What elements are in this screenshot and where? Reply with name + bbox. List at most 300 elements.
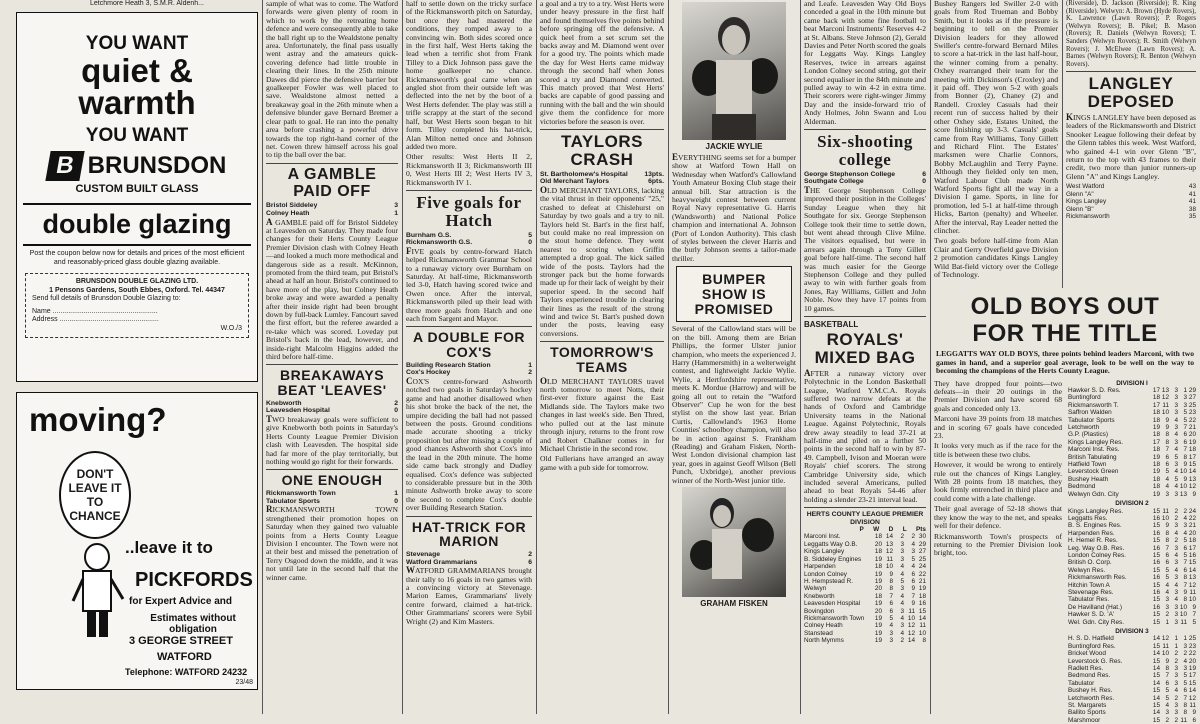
table-number-cell: 19 [918, 585, 926, 593]
table-number-cell: 13 [1161, 387, 1169, 394]
table-number-cell: 11 [886, 555, 893, 563]
table-number-cell: 8 [1165, 438, 1169, 446]
table-team-cell: Rickmansworth T. [1068, 401, 1119, 409]
boxing-intro-text: EVERYTHING seems set for a bumper show at Watford Town Hall on Wednesday when Watford's Callowland Youth Amateur Boxing Club stage their annual bill. Star attraction is the heavyweight contest between current Royal Navy representative G. Harris (Wandsworth) and National Police champion and international A. Johnson (Port of London Authority). This clash of styles between the clever Harris and the burly Johnson seems a tailor-made thriller. [672, 152, 796, 263]
table-number-cell: 1 [1183, 635, 1187, 643]
table-number-cell: 17 [1152, 401, 1160, 409]
table-number-cell: 3 [1165, 603, 1169, 611]
ad-leave-it: ..leave it to [125, 538, 213, 557]
table-number-cell: 10 [1179, 611, 1187, 619]
removal-man-illustration [69, 541, 129, 641]
table-row [1068, 537, 1196, 544]
table-team-cell: Rickmansworth Town [804, 614, 865, 622]
table-team-cell: H. S. D. Hatfield [1068, 635, 1114, 643]
table-number-cell: 8 [922, 637, 926, 645]
table-number-cell: 2 [1174, 537, 1178, 545]
table-team-cell: Leverstock G. Res. [1068, 657, 1123, 665]
table-number-cell: 3 [900, 548, 904, 556]
table-number-cell: 11 [919, 622, 926, 630]
result-row: Southgate College 0 [804, 178, 926, 186]
table-number-cell: 14 [1152, 635, 1160, 643]
boxer-photo-fisken [682, 487, 786, 597]
table-number-cell: 30 [918, 533, 926, 541]
match-report-text: sample of what was to come. The Watford forwards were given plenty of room in which to work by the retreating home defence and were consequently able to take the ball right up to the Wealdstone penalty area. Unfortunately, the final pass usually went astray and the amateurs quick-covering defence had little trouble in clearing their lines. In the 25th minute Dawes did pierce the defensive barrier but goalkeeper Fowler was well placed to save. Wealdstone almost netted a breakaway goal in the 26th minute when a defensive blunder gave Bernard Bremer a clear path to goal. He ran into the penalty area before crashing a powerful drive towards the top right-hand corner of the net. Cowen threw himself across his goal to tip the ball over the bar. [266, 0, 398, 160]
table-number-cell: 15 [1152, 702, 1160, 710]
table-team-cell: Buntingford Res. [1068, 642, 1116, 650]
table-row [1068, 650, 1196, 657]
table-number-cell: 25 [1188, 635, 1196, 643]
table-number-cell: 8 [1183, 702, 1187, 710]
table-number-cell: 5 [1183, 409, 1187, 417]
table-number-cell: 2 [1174, 694, 1178, 702]
table-team-cell: Kings Langley Res. [1068, 507, 1124, 515]
ad-headline-1: YOU WANT [85, 33, 189, 54]
table-number-cell: 15 [1188, 679, 1196, 687]
table-number-cell: 4 [900, 570, 904, 578]
gamble-headline: A GAMBLE PAID OFF [287, 165, 377, 200]
table-row [1068, 431, 1196, 438]
six-shooting-headline: Six-shooting college [817, 132, 913, 169]
brand-name: BRUNSDON [87, 152, 227, 179]
table-number-cell: 5 [1183, 416, 1187, 424]
table-number-cell: 15 [1188, 461, 1196, 469]
table-team-cell: London Colney Res. [1068, 551, 1126, 559]
table-team-cell: Tabulator [1068, 679, 1095, 687]
five-goals-text: FIVE goals by centre-forward Hatch helped Rickmansworth Grammar School to a runaway victory over Burnham on Saturday. At half-time, Rickmansworth led 3-0, Hatch having scored twice and Owen once. After the interval, Rickmansworth piled up their lead with three more goals from Hatch and one each from Sargent and Mayor. [406, 245, 532, 324]
table-number-cell: 4 [1174, 687, 1178, 695]
table-number-cell: 7 [1165, 544, 1169, 552]
table-number-cell: 4 [1174, 596, 1178, 604]
table-number-cell: 6 [911, 570, 915, 578]
table-number-cell: 4 [1165, 483, 1169, 491]
coupon-box [25, 273, 249, 338]
old-boys-para: Their goal average of 52-18 shows that they know the way to the net, and speaks well for their defence. [934, 504, 1062, 531]
table-number-cell: 5 [1165, 566, 1169, 574]
table-number-cell: 13 [1188, 475, 1196, 483]
table-team-cell: Bushey Heath [1068, 475, 1109, 483]
table-number-cell: 4 [1174, 529, 1178, 537]
table-number-cell: 14 [1188, 468, 1196, 476]
table-number-cell: 5 [1183, 679, 1187, 687]
table-number-cell: 3 [1174, 438, 1178, 446]
other-results: Other results: West Herts II 2, Rickmansworth II 3; Rickmansworth III 0, West Herts III 2; West Herts IV 3, Rickmansworth IV 1. [406, 152, 532, 187]
sunday-football-text: Bushey Rangers led Swiller 2-0 with goals from Rod Trueman and Bobby Smith, but it looks as if the pressure is beginning to tell on the Premier Division leaders for they allowed Swiller's centre-forward Bernard Miles to score a hat-trick in the last half-hour, the winner coming from a penalty. Oxhey rearranged their team for the meeting with Dickinson's (Croxley) and it paid off. They won 5-2 with goals from Bonner (2), Chaney (2) and Randell. Croxley Casuals had their recent run of success halted by their other Oxhey side, Estates United, the score finishing up 3-3. Casuals' goals came from Ray Williams, Tony Gillett and Richard Flint. The Estates' marksmen were Charlie Connors, Bobby McLaughlin and Terry Payne. Although they fielded only ten men, Watford Labour Club made North Watford Sports fight all the way in a Division I game. Sports, in line for promotion, led 5-1 at half-time through Hicks, Barton (penalty) and Wheeler. After the interval, Ray Leader netted the clincher. [934, 0, 1058, 235]
pickfords-town: WATFORD [157, 651, 212, 663]
table-row [804, 556, 926, 563]
table-team-cell: Stevenage Res. [1068, 588, 1114, 596]
table-number-cell: 2 [900, 637, 904, 645]
result-row: Rickmansworth G.S. 0 [406, 239, 532, 247]
table-team-cell: Tabulator Res. [1068, 596, 1110, 604]
table-row [1068, 687, 1196, 694]
table-number-cell: 2 [1174, 514, 1178, 522]
table-number-cell: 3 [900, 540, 904, 548]
one-enough-text: RICKMANSWORTH TOWN strengthened their promotion hopes on Saturday when they gained two valuable points from a Herts County League Division I encounter. The Town were not at their best and missed the penetration of Terry Osgood down the middle, and it was not until late in the second half that the winner came. [266, 504, 398, 582]
table-number-cell: 17 [1188, 672, 1196, 680]
table-number-cell: 3 [1165, 490, 1169, 498]
table-number-cell: 3 [1165, 709, 1169, 717]
table-row [1068, 468, 1196, 475]
table-number-cell: 1 [1165, 618, 1169, 626]
coupon-intro: Post the coupon below now for details and prices of the most efficient and reasonably-priced glass double glazing available. [29, 250, 245, 266]
table-number-cell: 4 [889, 622, 893, 630]
table-team-cell: De Havilland (Hat.) [1068, 603, 1122, 611]
table-number-cell: 20 [874, 607, 882, 615]
table-number-cell: 8 [1183, 453, 1187, 461]
table-row [1066, 213, 1196, 220]
table-number-cell: 3 [1174, 544, 1178, 552]
table-number-cell: 3 [900, 585, 904, 593]
table-number-cell: 4 [1183, 514, 1187, 522]
table-number-cell: 4 [1183, 657, 1187, 665]
table-row [1068, 619, 1196, 626]
table-number-cell: 11 [1162, 507, 1169, 515]
table-number-cell: 19 [1152, 490, 1160, 498]
table-number-cell: 4 [1165, 475, 1169, 483]
table-number-cell: 4 [911, 540, 915, 548]
table-number-cell: 4 [1174, 483, 1178, 491]
table-number-cell: 22 [1188, 514, 1196, 522]
old-boys-para: It looks very much as if the race for the title is between these two clubs. [934, 441, 1062, 459]
table-number-cell: 23 [1188, 642, 1196, 650]
table-number-cell: 18 [874, 563, 882, 571]
table-number-cell: 3 [1174, 665, 1178, 673]
table-team-cell: Knebworth [804, 592, 835, 600]
rugby-report-text: a goal and a try to a try. West Herts were under heavy pressure in the first half and found themselves five points behind before springing off the defensive. A quick heel from a set scrum set the backs away and M. Diamond went over for a good try. The points which made the day for West Herts came midway through the second half when Jones scored a try and Diamond converted. This match proved that West Herts' backs are capable of good passing and running with the ball and the win should give them the confidence for more victories before the season is over. [540, 0, 664, 126]
table-number-cell: 3 [889, 629, 893, 637]
table-number-cell: 4 [1165, 581, 1169, 589]
table-number-cell: 20 [1188, 657, 1196, 665]
table-number-cell: 3 [1174, 424, 1178, 432]
table-number-cell: 5 [911, 555, 915, 563]
table-number-cell: 7 [911, 592, 915, 600]
table-row [1068, 574, 1196, 581]
premier-division-table [804, 511, 926, 644]
table-team-cell: Wel. Gdn. City Res. [1068, 618, 1124, 626]
table-number-cell: 27 [918, 548, 926, 556]
table-team-cell: Rickmansworth [1066, 212, 1110, 220]
table-number-cell: 9 [1183, 475, 1187, 483]
table-team-cell: B. Siddeley Engines [804, 555, 862, 563]
old-boys-headline-1: OLD BOYS OUT [970, 293, 1160, 320]
table-number-cell: 6 [889, 607, 893, 615]
table-number-cell: 3 [911, 548, 915, 556]
table-number-cell: 3 [1174, 522, 1178, 530]
table-number-cell: 22 [1188, 650, 1196, 658]
table-row [1068, 702, 1196, 709]
table-number-cell: 18 [874, 533, 882, 541]
table-number-cell: 9 [1192, 603, 1196, 611]
table-number-cell: 9 [911, 600, 915, 608]
table-number-cell: 7 [1183, 424, 1187, 432]
table-number-cell: 14 [1152, 709, 1160, 717]
table-row [1068, 635, 1196, 642]
table-team-cell: British O. Corp. [1068, 559, 1112, 567]
premier-table-title: HERTS COUNTY LEAGUE PREMIER DIVISION [806, 511, 924, 526]
table-row [804, 593, 926, 600]
basketball-section-label: BASKETBALL [804, 320, 859, 330]
coupon-send-line: Send full details of Brunsdon Double Glazing to: [32, 295, 181, 302]
table-number-cell: 4 [1165, 588, 1169, 596]
column-2 [266, 0, 398, 714]
table-number-cell: 10 [1179, 603, 1187, 611]
result-row: Leavesden Hospital 0 [266, 407, 398, 415]
table-team-cell: North Mymms [804, 637, 844, 645]
table-team-cell: Bricket Wood [1068, 650, 1106, 658]
table-row [1068, 680, 1196, 687]
table-number-cell: 5 [889, 614, 893, 622]
table-number-cell: 4 [1174, 581, 1178, 589]
result-row: Cox's Hockey 2 [406, 369, 532, 377]
table-number-cell: 3 [1174, 401, 1178, 409]
table-number-cell: 22 [918, 570, 926, 578]
league-tables-column [1068, 380, 1196, 724]
table-team-cell: Saffron Walden [1068, 409, 1112, 417]
table-number-cell: 14 [1152, 694, 1160, 702]
table-team-cell: Bedmond Res. [1068, 672, 1111, 680]
table-row [804, 637, 926, 644]
table-row [1068, 515, 1196, 522]
table-number-cell: 3 [1183, 394, 1187, 402]
result-row: Bristol Siddeley 3 [266, 202, 398, 210]
table-number-cell: 15 [1152, 551, 1160, 559]
old-boys-para: Marconi have 39 points from 18 matches and in scoring 67 goals have conceded 23. [934, 414, 1062, 441]
table-number-cell: 8 [1165, 537, 1169, 545]
table-team-cell: Glenn "A" [1066, 190, 1094, 198]
table-number-cell: 14 [1152, 679, 1160, 687]
table-row [1068, 545, 1196, 552]
table-team-cell: Hawker S. D. 'A' [1068, 611, 1115, 619]
table-number-cell: 15 [1152, 522, 1160, 530]
table-number-cell: 16 [1152, 514, 1160, 522]
table-number-cell: 9 [1183, 588, 1187, 596]
boxer-photo-wylie [682, 2, 786, 140]
table-team-cell: Buntingford [1068, 394, 1101, 402]
table-number-cell: 19 [874, 614, 882, 622]
table-number-cell: 16 [1152, 603, 1160, 611]
table-number-cell: 8 [1183, 709, 1187, 717]
table-team-cell: H. Hemel R. Res. [1068, 537, 1118, 545]
table-row [1068, 439, 1196, 446]
old-boys-para: They have dropped four points—two defeats—in their 20 outings in the Premier Division and have scored 68 goals and conceded only 13. [934, 378, 1062, 413]
pickfords-phone: Telephone: WATFORD 24232 [125, 667, 248, 677]
result-row: Rickmansworth Town 1 [266, 490, 398, 498]
table-row [1068, 387, 1196, 394]
table-number-cell: 14 [907, 637, 915, 645]
table-row [804, 533, 926, 540]
royals-text: AFTER a runaway victory over Polytechnic in the London Basketball League, Watford Y.M.C.A. Royals suffered two narrow defeats at the hands of Oxford and Cambridge University teams in the National League. Against Polytechnic, Royals drew away steadily to lead 37-21 at half-time and piled on a further 50 points in the second half to win by 87-49. Campbell, Ivison and Moeran were Royals' chief scorers. The strong Cambridge University side, which included several Americans, pulled ahead to beat Royals 54-46 after holding a slender 23-21 interval lead. [804, 367, 926, 504]
table-team-cell: Marshmoor [1068, 716, 1101, 724]
table-number-cell: 19 [874, 577, 882, 585]
table-team-cell: Hatfield Town [1068, 461, 1107, 469]
coupon-name-row: Name ...................................................... [32, 307, 158, 315]
brunsdon-advert [16, 12, 258, 382]
table-number-cell: 38 [1188, 205, 1196, 213]
table-row [804, 608, 926, 615]
table-number-cell: 2 [1183, 650, 1187, 658]
result-row: Tabulator Sports 0 [266, 497, 398, 505]
table-number-cell: 17 [1188, 453, 1196, 461]
pickfords-tag-2: Estimates without obligation [150, 613, 236, 635]
table-number-cell: 3 [1183, 665, 1187, 673]
pickfords-street: 3 GEORGE STREET [129, 635, 233, 647]
table-number-cell: 16 [1152, 559, 1160, 567]
table-team-cell: Harpenden [804, 563, 836, 571]
table-number-cell: 1 [1174, 635, 1178, 643]
speech-bubble: DON'T LEAVE IT TO CHANCE [59, 451, 131, 539]
result-row: St. Bartholomew's Hospital 13pts. [540, 170, 664, 178]
table-row [1068, 461, 1196, 468]
table-number-cell: 5 [1183, 551, 1187, 559]
table-number-cell: 9 [1192, 490, 1196, 498]
pickfords-ref: 23/48 [235, 678, 253, 686]
table-number-cell: 10 [1161, 514, 1169, 522]
table-number-cell: 16 [1188, 551, 1196, 559]
table-row [804, 615, 926, 622]
table-number-cell: 3 [1174, 559, 1178, 567]
table-row [804, 578, 926, 585]
table-number-cell: 7 [1183, 694, 1187, 702]
football-report-text: and Leafe. Leavesden Way Old Boys conceded a goal in the 10th minute but came back with some fine football to beat Marconi Instruments' Reserves 4-2 at St. Albans. Steve Johnson (2), Gerald Davies and Peter North scored the goals for Leggatts Way. Kings Langley Reserves, twice in arrears against London Colney second string, got their second equaliser in the 84th minute and pulled away to win 4-2 in extra time. Their scorers were right-winger Jimmy Day and the inside-forward trio of Andy Holmes, John Swann and Lou Alderman. [804, 0, 926, 126]
table-number-cell: 11 [1162, 401, 1169, 409]
table-team-cell: Welwyn Res. [1068, 566, 1106, 574]
ad-headline-3: warmth [78, 84, 196, 121]
double-text: COX'S centre-forward Ashworth notched two goals in Saturday's hockey game and had another disallowed when his shot broke the back of the net, the umpire deciding the ball had not passed between the posts. Ground conditions made accurate shooting a tricky proposition but after missing a couple of good chances Ashworth shot Cox's into the lead in the 20th minute. The home side came back strongly and Dudley equalised. Cox's defence was subjected to considerable pressure but in the 30th minute Ashworth broke away to score the second to complete Cox's double over Building Research Station. [406, 376, 532, 513]
table-number-cell: 18 [918, 592, 926, 600]
table-team-cell: Leverstock Green [1068, 468, 1119, 476]
division-2-title: DIVISION 2 [1115, 500, 1149, 508]
top-strip: Letchmore Heath 3, S.M.R. Aldenh... [90, 0, 205, 7]
table-row [1068, 446, 1196, 453]
table-number-cell: 15 [1152, 507, 1160, 515]
table-number-cell: 41 [1188, 198, 1196, 206]
table-team-cell: Hawker S. D. Res. [1068, 387, 1121, 394]
table-number-cell: 19 [1188, 665, 1196, 673]
table-number-cell: 6 [1183, 431, 1187, 439]
table-number-cell: 18 [1152, 409, 1160, 417]
table-row [1068, 643, 1196, 650]
table-number-cell: 11 [908, 607, 915, 615]
table-number-cell: 8 [1183, 596, 1187, 604]
table-number-cell: 3 [1174, 709, 1178, 717]
table-number-cell: 27 [1188, 394, 1196, 402]
table-number-cell: 1 [1183, 387, 1187, 394]
table-number-cell: 9 [1165, 657, 1169, 665]
table-number-cell: 10 [907, 614, 915, 622]
table-team-cell: Colney Heath [804, 622, 843, 630]
table-number-cell: 10 [1179, 483, 1187, 491]
table-number-cell: 3 [1165, 596, 1169, 604]
table-number-cell: 20 [874, 540, 882, 548]
coupon-address-row: Address ................................................... [32, 316, 159, 323]
column-5 [672, 0, 796, 714]
match-report-text: half to settle down on the tricky surface of the Rickmansworth pitch on Saturday, but once they had mastered the conditions, they romped away to a convincing win. Both sides scored once in the first half, West Herts taking the lead when a terrific shot from Frank Tilley to a Dick Johnson pass gave the home goalkeeper no chance. Rickmansworth's goal came when an angled shot from their outside left was deflected into the net by the boot of a West Herts defender. The play was still a trifle scrappy at the start of the second half, but West Herts soon began to hit form. Tilley completed his hat-trick, Alan Milton netted once and Johnson added two more. [406, 0, 532, 151]
table-number-cell: 4 [1165, 702, 1169, 710]
table-team-cell: Leg. Way O.B. Res. [1068, 544, 1125, 552]
table-team-cell: Letchworth [1068, 424, 1100, 432]
table-number-cell: 5 [1183, 537, 1187, 545]
table-row [1068, 596, 1196, 603]
table-number-cell: 2 [1174, 650, 1178, 658]
pickfords-brand: PICKFORDS [135, 569, 253, 591]
bumper-headline-box [676, 266, 792, 322]
table-number-cell: 20 [1188, 431, 1196, 439]
table-row [804, 541, 926, 548]
table-number-cell: 4 [900, 600, 904, 608]
old-boys-para: Rickmansworth Town's prospects of returning to the Premier Division look bright, too. [934, 531, 1062, 558]
table-number-cell: 5 [1174, 453, 1178, 461]
result-row: Stevenage 2 [406, 550, 532, 558]
table-number-cell: 5 [1165, 694, 1169, 702]
table-row [1068, 476, 1196, 483]
table-team-cell: Bovingdon [804, 607, 835, 615]
table-number-cell: 3 [900, 555, 904, 563]
table-number-cell: 10 [1161, 650, 1169, 658]
table-number-cell: 16 [1152, 544, 1160, 552]
table-number-cell: 3 [1174, 672, 1178, 680]
breakaways-text: TWO breakaway goals were sufficient to give Knebworth both points in Saturday's Herts County League Premier Division clash with Leavesden. The hospital side had far more of the play territorially, but nothing would go right for their forwards. [266, 413, 398, 466]
table-number-cell: 7 [1183, 559, 1187, 567]
table-number-cell: 2 [1174, 657, 1178, 665]
table-team-cell: Stanstead [804, 629, 833, 637]
table-team-cell: Marconi Inst. Res. [1068, 446, 1120, 454]
result-row: Knebworth 2 [266, 399, 398, 407]
table-number-cell: 6 [1192, 716, 1196, 724]
langley-text: KINGS LANGLEY have been deposed as leaders of the Rickmansworth and District Snooker League following their defeat by the Glenn tables this week. West Watford, who gained 4-1 win over Glenn "B", return to the top with 43 frames to their credit, two more than junior runners-up Glenn "A" and Kings Langley. [1066, 112, 1196, 181]
table-number-cell: 3 [1174, 461, 1178, 469]
langley-deposed-headline: LANGLEY DEPOSED [1087, 74, 1175, 112]
table-number-cell: 9 [1165, 424, 1169, 432]
table-row [1068, 559, 1196, 566]
table-number-cell: 8 [889, 585, 893, 593]
table-number-cell: 25 [1188, 401, 1196, 409]
result-row: Watford Grammarians 6 [406, 558, 532, 566]
table-number-cell: 15 [1152, 642, 1160, 650]
table-number-cell: 9 [1183, 461, 1187, 469]
table-number-cell: 10 [885, 563, 893, 571]
table-number-cell: 21 [1188, 522, 1196, 530]
table-team-cell: West Watford [1066, 183, 1105, 191]
table-team-cell: Glenn "B" [1066, 205, 1094, 213]
table-number-cell: 19 [874, 622, 882, 630]
table-row [804, 548, 926, 555]
division-3-title: DIVISION 3 [1115, 628, 1149, 635]
hat-trick-text: WATFORD GRAMMARIANS brought their tally to 16 goals in two games with a convincing victory at Stevenage. Marion Eames, Grammarians' lively centre forward, claimed a hat-trick. Other Grammarians' scorers were Sybil Wright (2) and Kim Masters. [406, 565, 532, 626]
table-number-cell: 3 [1174, 588, 1178, 596]
taylors-text: OLD MERCHANT TAYLORS, lacking the vital thrust in their opponents' "25," crashed to defeat at Chislehurst on Saturday by two goals and a try to nil. Taylors held St. Bart's in the first half, but could make no real impression on the stout home defence. They went nearest to scoring when Griffin attempted a drop goal. The kick sailed wide of the posts. Taylors had the stronger pack but the home forwards made up for their lack of weight by their superior speed. In the second half Taylors experienced trouble in clearing their lines as the result of the strong wind and twice St. Bart's pushed down under the posts, leaving easy conversions. [540, 184, 664, 338]
table-number-cell: 19 [874, 637, 882, 645]
table-number-cell: 7 [889, 592, 893, 600]
column-3 [406, 0, 532, 714]
old-boys-story [934, 288, 1196, 724]
table-number-cell: 12 [907, 629, 915, 637]
snooker-table [1066, 183, 1196, 220]
table-number-cell: 8 [1165, 665, 1169, 673]
table-number-cell: 3 [1174, 394, 1178, 402]
table-team-cell: Bedmond [1068, 483, 1096, 491]
table-row [1068, 417, 1196, 424]
table-number-cell: 5 [1174, 475, 1178, 483]
table-team-cell: St. Margarets [1068, 702, 1107, 710]
table-number-cell: 10 [1161, 409, 1169, 417]
table-header-row: P W D L Pts [859, 526, 926, 534]
table-number-cell: 10 [1179, 468, 1187, 476]
table-number-cell: 9 [1165, 416, 1169, 424]
table-number-cell: 7 [1165, 672, 1169, 680]
table-team-cell: Ballito Sports [1068, 709, 1106, 717]
team-list-text: (Riverside), D. Jackson (Riverside); R. King (Riverside). Welwyn: A. Brown (Hyde Rovers), K. Lawrence (Lawn Rovers); P. Rogers (Welwyn Rovers); B. Pikel; B. Mason (Rovers); R. Daniels (Welwyn Rovers); T. Sanders (Welwyn Rovers); R. Smith (Welwyn Rovers); J. McElwee (Lawn Rovers); A. Barnes (Welwyn Rovers); R. Benton (Welwyn Rovers). [1066, 0, 1196, 68]
table-row [1068, 604, 1196, 611]
